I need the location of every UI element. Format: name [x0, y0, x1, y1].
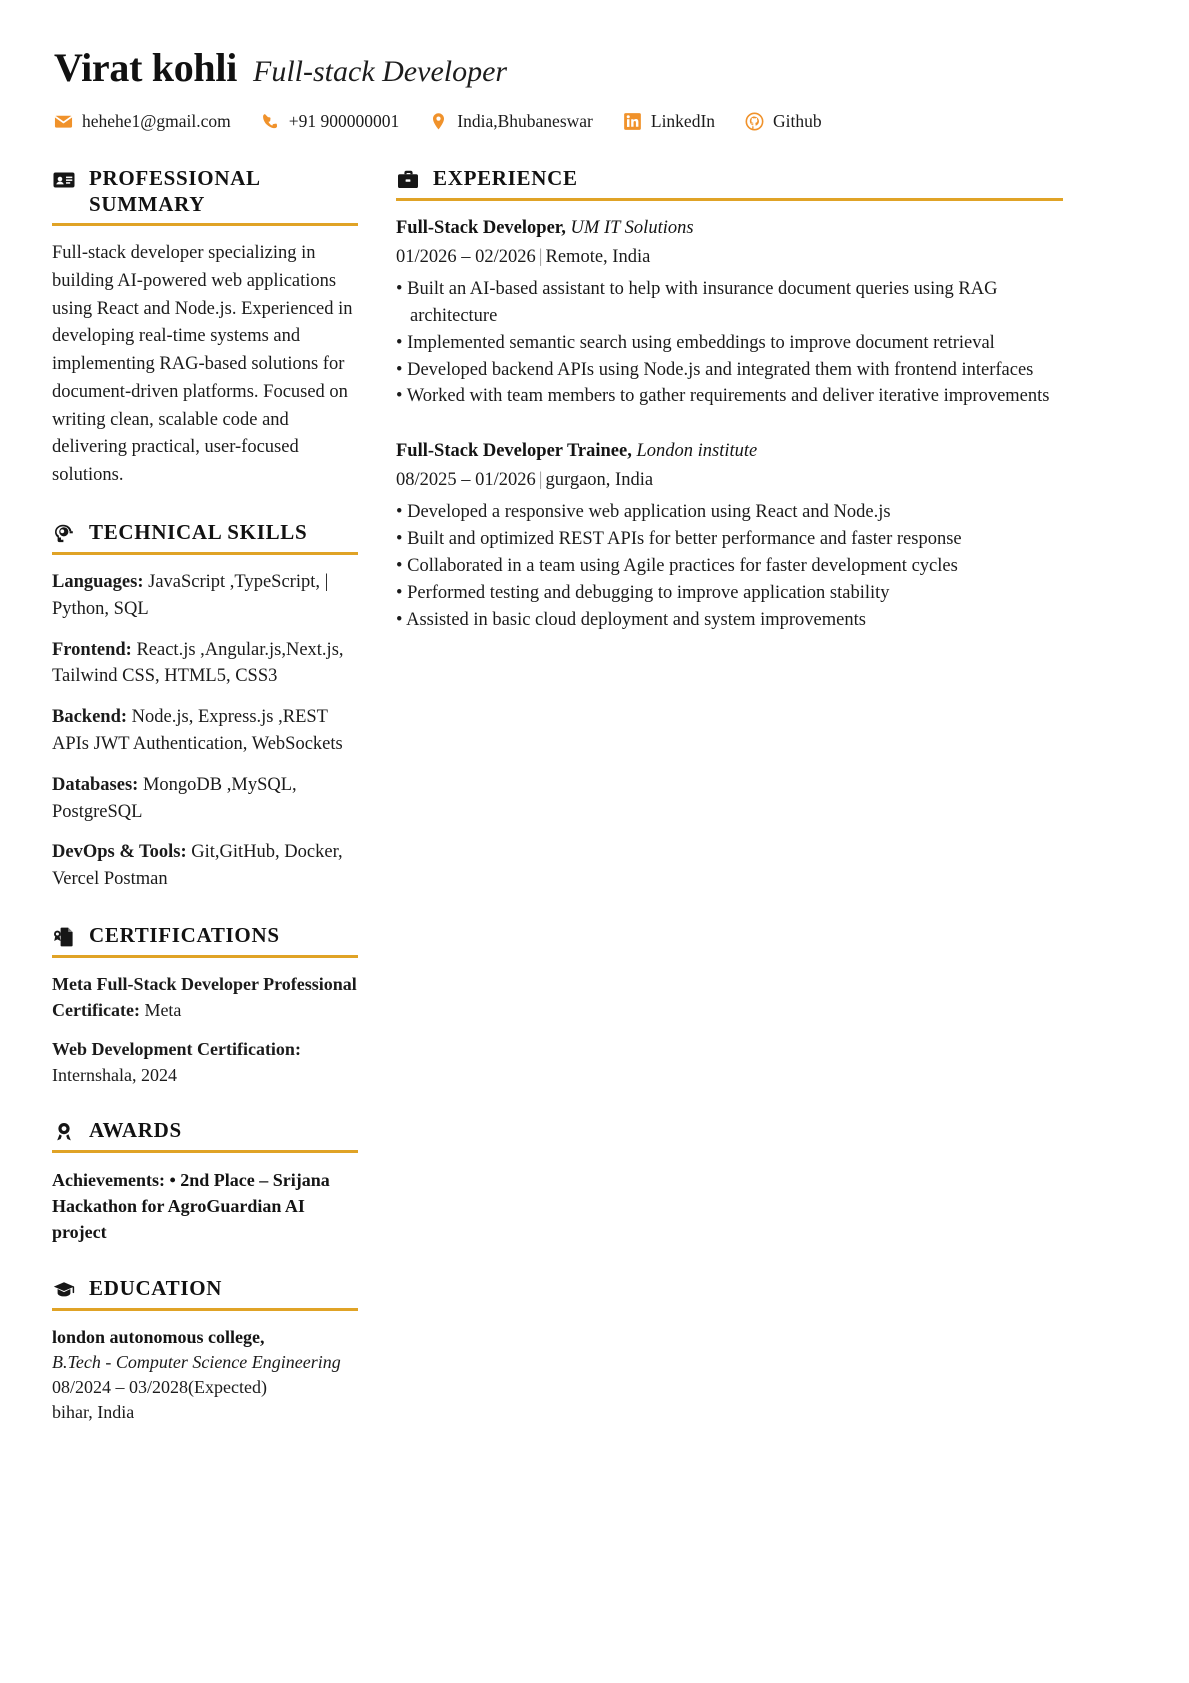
job-bullet: • Performed testing and debugging to improve application stability [396, 582, 890, 603]
contact-email-label: hehehe1@gmail.com [82, 111, 231, 131]
experience-list [396, 215, 1063, 634]
section-divider [52, 955, 358, 958]
education-school: london autonomous college, [52, 1326, 265, 1347]
section-heading [52, 166, 358, 217]
job-bullets [396, 276, 1063, 410]
job-meta [396, 467, 1063, 494]
skill-value: Node.js, Express.js ,REST APIs JWT Authentication, WebSockets [52, 707, 343, 755]
certification-label: Web Development Certification: [52, 1039, 301, 1060]
job-bullet: • Built and optimized REST APIs for better performance and faster response [396, 529, 962, 550]
job-location: gurgaon, India [545, 470, 654, 491]
section-divider [396, 198, 1063, 201]
section-title: AWARDS [89, 1118, 182, 1143]
certification-value: Meta [139, 999, 182, 1020]
skill-label: Databases: [52, 774, 139, 795]
meta-separator: | [538, 246, 543, 267]
job-bullet: • Worked with team members to gather requirements and deliver iterative improvements [396, 386, 1050, 407]
contact-github[interactable] [745, 111, 822, 132]
experience-entry [396, 438, 1063, 633]
section-education [52, 1276, 358, 1426]
section-divider [52, 552, 358, 555]
job-bullet: • Developed backend APIs using Node.js and integrated them with frontend interfaces [396, 359, 1034, 380]
phone-icon [261, 112, 280, 131]
contact-phone[interactable] [261, 111, 400, 132]
email-icon [54, 112, 73, 131]
job-bullets [396, 499, 1063, 633]
job-meta [396, 244, 1063, 271]
skill-row [52, 772, 358, 826]
job-bullet: • Built an AI-based assistant to help with insurance document queries using RAG architecture [396, 279, 998, 326]
section-title: EDUCATION [89, 1275, 223, 1300]
skill-label: Backend: [52, 707, 128, 728]
resume-body [52, 166, 1137, 1425]
job-company: UM IT Solutions [565, 218, 694, 238]
job-bullet: • Collaborated in a team using Agile practices for faster development cycles [396, 556, 958, 577]
certification-item [52, 972, 358, 1023]
award-text: Achievements: • 2nd Place – Srijana Hackathon for AgroGuardian AI project [52, 1170, 330, 1243]
graduation-cap-icon [52, 1278, 76, 1302]
contact-linkedin[interactable] [623, 111, 715, 132]
candidate-name: Virat kohli [54, 45, 238, 90]
section-divider [52, 1308, 358, 1311]
job-dates: 08/2025 – 01/2026 [396, 470, 536, 491]
linkedin-icon [623, 112, 642, 131]
section-heading [52, 1276, 358, 1302]
skill-label: Languages: [52, 571, 144, 592]
education-location: bihar, India [52, 1402, 135, 1423]
contact-linkedin-label: LinkedIn [650, 111, 716, 131]
job-role: Full-Stack Developer Trainee, [396, 441, 632, 462]
skill-value: Git,GitHub, Docker, Vercel Postman [52, 842, 343, 890]
skill-value: React.js ,Angular.js,Next.js, Tailwind CSS, HTML5, CSS3 [52, 639, 344, 687]
id-card-icon [52, 168, 76, 192]
summary-text: Full-stack developer specializing in building AI-powered web applications using React and Node.js. Experienced in developing real-time systems and implementing RAG-based solutions for document-driven platforms. Focused on writing clean, scalable code and delivering practical, user-focused solutions. [52, 243, 353, 486]
job-bullet: • Assisted in basic cloud deployment and system improvements [396, 609, 866, 630]
certification-value: Internshala, 2024 [52, 1064, 177, 1085]
left-column [52, 166, 358, 1425]
skills-list [52, 569, 358, 893]
section-divider [52, 1150, 358, 1153]
section-heading [52, 520, 358, 546]
certification-label: Meta Full-Stack Developer Professional Certificate: [52, 974, 357, 1020]
skill-row [52, 839, 358, 893]
education-degree: B.Tech - Computer Science Engineering [52, 1351, 341, 1372]
section-title: EXPERIENCE [433, 166, 578, 190]
section-awards [52, 1118, 358, 1245]
certificate-doc-icon [52, 925, 76, 949]
skill-value: MongoDB ,MySQL, PostgreSQL [52, 774, 297, 822]
github-icon [745, 112, 764, 131]
experience-entry [396, 215, 1063, 410]
skill-row [52, 569, 358, 623]
name-title-row [54, 46, 1137, 90]
education-entry [52, 1325, 358, 1426]
section-heading [52, 923, 358, 949]
skill-label: DevOps & Tools: [52, 842, 187, 863]
contact-location[interactable] [429, 111, 593, 132]
contact-row [54, 111, 1137, 132]
job-dates: 01/2026 – 02/2026 [396, 246, 536, 267]
education-dates: 08/2024 – 03/2028(Expected) [52, 1376, 267, 1397]
section-technical-skills [52, 520, 358, 893]
candidate-job-title: Full-stack Developer [253, 55, 508, 88]
skill-label: Frontend: [52, 639, 132, 660]
location-icon [429, 112, 448, 131]
contact-location-label: India,Bhubaneswar [457, 111, 593, 131]
section-professional-summary [52, 166, 358, 490]
certification-item [52, 1037, 358, 1088]
job-header [396, 215, 1063, 242]
section-heading [52, 1118, 358, 1144]
right-column [396, 166, 1063, 634]
skill-value: JavaScript ,TypeScript, | Python, SQL [52, 571, 329, 619]
contact-github-label: Github [773, 111, 822, 131]
resume-header [52, 46, 1137, 132]
certifications-list [52, 972, 358, 1088]
section-certifications [52, 923, 358, 1088]
contact-phone-label: +91 900000001 [288, 111, 400, 131]
section-title: CERTIFICATIONS [89, 923, 280, 948]
briefcase-icon [396, 168, 420, 192]
job-bullet: • Implemented semantic search using embeddings to improve document retrieval [396, 332, 995, 353]
meta-separator: | [538, 470, 543, 491]
section-experience [396, 166, 1063, 634]
education-list [52, 1325, 358, 1426]
brain-head-icon [52, 522, 76, 546]
job-company: London institute [631, 441, 758, 462]
job-role: Full-Stack Developer, [396, 218, 566, 238]
job-bullet: • Developed a responsive web application using React and Node.js [396, 502, 891, 523]
job-header [396, 438, 1063, 465]
section-title: TECHNICAL SKILLS [89, 519, 308, 544]
job-location: Remote, India [545, 246, 651, 267]
section-title: PROFESSIONAL SUMMARY [89, 166, 260, 216]
section-divider [52, 223, 358, 226]
contact-email[interactable] [54, 111, 231, 132]
section-heading [396, 166, 1063, 192]
skill-row [52, 637, 358, 691]
skill-row [52, 704, 358, 758]
award-medal-icon [52, 1120, 76, 1144]
